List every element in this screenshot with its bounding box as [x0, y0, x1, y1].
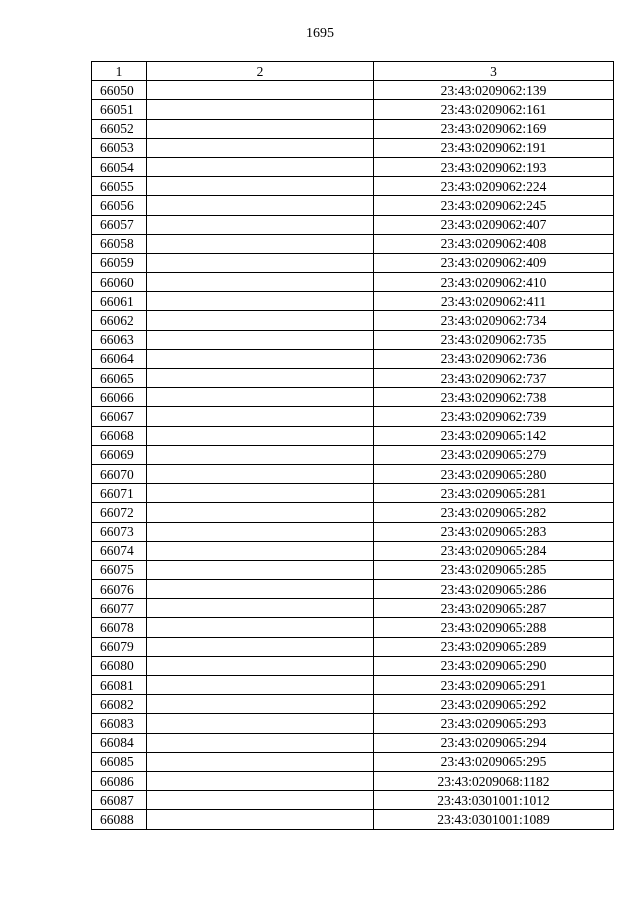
row-number-cell: 66066 — [92, 388, 147, 407]
row-number-cell: 66072 — [92, 503, 147, 522]
row-name-cell — [147, 369, 374, 388]
cadastral-number-cell: 23:43:0209065:280 — [374, 464, 614, 483]
cadastral-number-cell: 23:43:0209068:1182 — [374, 771, 614, 790]
row-number-cell: 66071 — [92, 484, 147, 503]
row-name-cell — [147, 445, 374, 464]
row-number-cell: 66061 — [92, 292, 147, 311]
table-header — [92, 62, 614, 81]
table-row — [92, 714, 614, 733]
row-name-cell — [147, 196, 374, 215]
row-name-cell — [147, 273, 374, 292]
table-row — [92, 330, 614, 349]
row-number-cell: 66058 — [92, 234, 147, 253]
table-row — [92, 791, 614, 810]
cadastral-number-cell: 23:43:0209062:738 — [374, 388, 614, 407]
row-number-cell: 66053 — [92, 138, 147, 157]
row-name-cell — [147, 637, 374, 656]
table-row — [92, 676, 614, 695]
row-name-cell — [147, 560, 374, 579]
table-row — [92, 541, 614, 560]
row-name-cell — [147, 138, 374, 157]
row-number-cell: 66084 — [92, 733, 147, 752]
cadastral-number-cell: 23:43:0209062:169 — [374, 119, 614, 138]
row-number-cell: 66075 — [92, 560, 147, 579]
table-row — [92, 157, 614, 176]
row-name-cell — [147, 599, 374, 618]
cadastral-number-cell: 23:43:0209065:279 — [374, 445, 614, 464]
table-row — [92, 215, 614, 234]
row-name-cell — [147, 771, 374, 790]
row-name-cell — [147, 119, 374, 138]
row-name-cell — [147, 81, 374, 100]
cadastral-number-cell: 23:43:0209065:285 — [374, 560, 614, 579]
row-number-cell: 66077 — [92, 599, 147, 618]
cadastral-number-cell: 23:43:0209062:407 — [374, 215, 614, 234]
cadastral-number-cell: 23:43:0209065:288 — [374, 618, 614, 637]
row-number-cell: 66051 — [92, 100, 147, 119]
table-row — [92, 100, 614, 119]
row-name-cell — [147, 234, 374, 253]
row-name-cell — [147, 522, 374, 541]
row-name-cell — [147, 177, 374, 196]
table-row — [92, 177, 614, 196]
cadastral-number-cell: 23:43:0209062:245 — [374, 196, 614, 215]
row-number-cell: 66079 — [92, 637, 147, 656]
cadastral-number-cell: 23:43:0209065:287 — [374, 599, 614, 618]
row-number-cell: 66082 — [92, 695, 147, 714]
table-row — [92, 119, 614, 138]
table-row — [92, 580, 614, 599]
cadastral-number-cell: 23:43:0209065:286 — [374, 580, 614, 599]
row-name-cell — [147, 311, 374, 330]
table-row — [92, 464, 614, 483]
table-row — [92, 426, 614, 445]
cadastral-number-cell: 23:43:0209065:282 — [374, 503, 614, 522]
row-number-cell: 66052 — [92, 119, 147, 138]
cadastral-number-cell: 23:43:0301001:1089 — [374, 810, 614, 829]
cadastral-number-cell: 23:43:0209065:295 — [374, 752, 614, 771]
table-row — [92, 388, 614, 407]
row-number-cell: 66064 — [92, 349, 147, 368]
table-row — [92, 656, 614, 675]
cadastral-number-cell: 23:43:0209065:289 — [374, 637, 614, 656]
table-row — [92, 618, 614, 637]
row-name-cell — [147, 484, 374, 503]
row-number-cell: 66054 — [92, 157, 147, 176]
cadastral-number-cell: 23:43:0209062:409 — [374, 253, 614, 272]
row-name-cell — [147, 388, 374, 407]
row-name-cell — [147, 810, 374, 829]
table-row — [92, 81, 614, 100]
row-number-cell: 66068 — [92, 426, 147, 445]
cadastral-number-cell: 23:43:0209065:283 — [374, 522, 614, 541]
cadastral-number-cell: 23:43:0209062:410 — [374, 273, 614, 292]
table-row — [92, 599, 614, 618]
table-row — [92, 695, 614, 714]
row-name-cell — [147, 580, 374, 599]
table-row — [92, 637, 614, 656]
row-number-cell: 66060 — [92, 273, 147, 292]
registry-table — [91, 61, 614, 830]
cadastral-number-cell: 23:43:0209065:284 — [374, 541, 614, 560]
row-number-cell: 66059 — [92, 253, 147, 272]
cadastral-number-cell: 23:43:0209065:281 — [374, 484, 614, 503]
cadastral-number-cell: 23:43:0209065:142 — [374, 426, 614, 445]
table-row — [92, 810, 614, 829]
row-number-cell: 66083 — [92, 714, 147, 733]
row-name-cell — [147, 157, 374, 176]
table-row — [92, 560, 614, 579]
row-number-cell: 66050 — [92, 81, 147, 100]
row-number-cell: 66074 — [92, 541, 147, 560]
row-name-cell — [147, 733, 374, 752]
row-name-cell — [147, 618, 374, 637]
cadastral-number-cell: 23:43:0209062:737 — [374, 369, 614, 388]
column-header-2: 2 — [147, 62, 374, 81]
row-name-cell — [147, 253, 374, 272]
row-name-cell — [147, 503, 374, 522]
row-number-cell: 66078 — [92, 618, 147, 637]
row-number-cell: 66069 — [92, 445, 147, 464]
cadastral-number-cell: 23:43:0209065:291 — [374, 676, 614, 695]
row-number-cell: 66055 — [92, 177, 147, 196]
cadastral-number-cell: 23:43:0301001:1012 — [374, 791, 614, 810]
row-name-cell — [147, 426, 374, 445]
table-row — [92, 311, 614, 330]
row-name-cell — [147, 752, 374, 771]
row-number-cell: 66086 — [92, 771, 147, 790]
row-name-cell — [147, 695, 374, 714]
row-number-cell: 66088 — [92, 810, 147, 829]
table-row — [92, 273, 614, 292]
table-row — [92, 138, 614, 157]
row-name-cell — [147, 541, 374, 560]
row-number-cell: 66080 — [92, 656, 147, 675]
page-number: 1695 — [306, 26, 334, 41]
row-number-cell: 66056 — [92, 196, 147, 215]
cadastral-number-cell: 23:43:0209062:408 — [374, 234, 614, 253]
row-number-cell: 66070 — [92, 464, 147, 483]
row-number-cell: 66081 — [92, 676, 147, 695]
row-number-cell: 66057 — [92, 215, 147, 234]
row-name-cell — [147, 714, 374, 733]
row-number-cell: 66076 — [92, 580, 147, 599]
column-header-1: 1 — [92, 62, 147, 81]
cadastral-number-cell: 23:43:0209062:736 — [374, 349, 614, 368]
table-row — [92, 752, 614, 771]
row-name-cell — [147, 330, 374, 349]
cadastral-number-cell: 23:43:0209062:191 — [374, 138, 614, 157]
cadastral-number-cell: 23:43:0209062:735 — [374, 330, 614, 349]
row-name-cell — [147, 292, 374, 311]
column-header-3: 3 — [374, 62, 614, 81]
table-row — [92, 484, 614, 503]
cadastral-number-cell: 23:43:0209062:161 — [374, 100, 614, 119]
table-row — [92, 733, 614, 752]
cadastral-number-cell: 23:43:0209062:224 — [374, 177, 614, 196]
header-row — [92, 62, 614, 81]
row-name-cell — [147, 676, 374, 695]
table-row — [92, 253, 614, 272]
cadastral-number-cell: 23:43:0209065:292 — [374, 695, 614, 714]
cadastral-number-cell: 23:43:0209065:293 — [374, 714, 614, 733]
table-row — [92, 503, 614, 522]
row-name-cell — [147, 791, 374, 810]
cadastral-number-cell: 23:43:0209062:734 — [374, 311, 614, 330]
table-body — [92, 81, 614, 829]
table-row — [92, 407, 614, 426]
row-name-cell — [147, 100, 374, 119]
cadastral-number-cell: 23:43:0209062:739 — [374, 407, 614, 426]
row-name-cell — [147, 349, 374, 368]
row-number-cell: 66063 — [92, 330, 147, 349]
row-name-cell — [147, 215, 374, 234]
row-number-cell: 66085 — [92, 752, 147, 771]
cadastral-number-cell: 23:43:0209062:193 — [374, 157, 614, 176]
table-row — [92, 292, 614, 311]
row-number-cell: 66065 — [92, 369, 147, 388]
cadastral-number-cell: 23:43:0209065:290 — [374, 656, 614, 675]
cadastral-number-cell: 23:43:0209065:294 — [374, 733, 614, 752]
row-number-cell: 66067 — [92, 407, 147, 426]
table-row — [92, 349, 614, 368]
cadastral-number-cell: 23:43:0209062:139 — [374, 81, 614, 100]
table-row — [92, 196, 614, 215]
cadastral-number-cell: 23:43:0209062:411 — [374, 292, 614, 311]
table-row — [92, 445, 614, 464]
table-row — [92, 771, 614, 790]
row-number-cell: 66073 — [92, 522, 147, 541]
row-name-cell — [147, 407, 374, 426]
row-name-cell — [147, 464, 374, 483]
row-number-cell: 66087 — [92, 791, 147, 810]
table-row — [92, 234, 614, 253]
table-row — [92, 522, 614, 541]
table-row — [92, 369, 614, 388]
row-name-cell — [147, 656, 374, 675]
row-number-cell: 66062 — [92, 311, 147, 330]
